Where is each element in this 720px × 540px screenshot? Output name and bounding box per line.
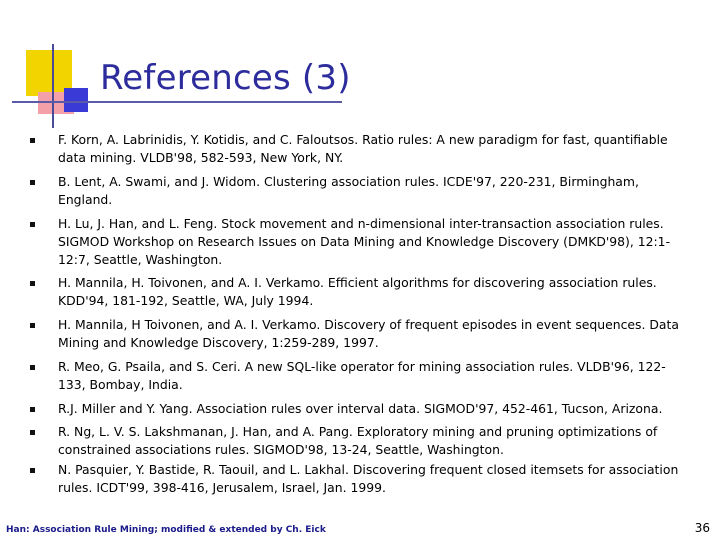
reference-item (30, 215, 690, 269)
bullet-icon (30, 430, 35, 435)
reference-item (30, 131, 690, 167)
decorative-blue-square (64, 88, 88, 112)
reference-item (30, 461, 690, 497)
reference-list (30, 131, 690, 497)
reference-item (30, 423, 690, 459)
bullet-icon (30, 407, 35, 412)
reference-text: H. Mannila, H Toivonen, and A. I. Verkamo. Discovery of frequent episodes in event sequences. Data Mining and Knowledge Discovery, 1:259-289, 1997. (58, 317, 679, 350)
bullet-icon (30, 365, 35, 370)
reference-text: R. Meo, G. Psaila, and S. Ceri. A new SQL-like operator for mining association rules. VLDB'96, 122-133, Bombay, India. (58, 359, 666, 392)
slide-footer: Han: Association Rule Mining; modified & extended by Ch. Eick (6, 525, 326, 535)
bullet-icon (30, 222, 35, 227)
slide-title: References (3) (100, 58, 351, 98)
bullet-icon (30, 468, 35, 473)
bullet-icon (30, 180, 35, 185)
page-number: 36 (694, 521, 710, 535)
reference-item (30, 274, 690, 310)
reference-text: R. Ng, L. V. S. Lakshmanan, J. Han, and A. Pang. Exploratory mining and pruning optimizations of constrained associations rules. SIGMOD'98, 13-24, Seattle, Washington. (58, 424, 658, 457)
reference-text: N. Pasquier, Y. Bastide, R. Taouil, and L. Lakhal. Discovering frequent closed itemsets for association rules. ICDT'99, 398-416, Jerusalem, Israel, Jan. 1999. (58, 462, 679, 495)
decorative-vertical-line (52, 44, 54, 128)
reference-text: H. Mannila, H. Toivonen, and A. I. Verkamo. Efficient algorithms for discovering association rules. KDD'94, 181-192, Seattle, WA, July 1994. (58, 275, 657, 308)
bullet-icon (30, 138, 35, 143)
reference-item (30, 173, 690, 209)
reference-text: B. Lent, A. Swami, and J. Widom. Clustering association rules. ICDE'97, 220-231, Birmingham, England. (58, 174, 639, 207)
reference-item (30, 400, 690, 418)
reference-text: R.J. Miller and Y. Yang. Association rules over interval data. SIGMOD'97, 452-461, Tucson, Arizona. (58, 401, 663, 416)
reference-item (30, 358, 690, 394)
reference-item (30, 316, 690, 352)
reference-text: H. Lu, J. Han, and L. Feng. Stock movement and n-dimensional inter-transaction association rules. SIGMOD Workshop on Research Issues on Data Mining and Knowledge Discovery (DMKD'98), 12:1-12:7, Seattle, Washington. (58, 216, 671, 267)
reference-text: F. Korn, A. Labrinidis, Y. Kotidis, and C. Faloutsos. Ratio rules: A new paradigm for fast, quantifiable data mining. VLDB'98, 582-593, New York, NY. (58, 132, 668, 165)
decorative-horizontal-line (12, 101, 342, 103)
bullet-icon (30, 323, 35, 328)
bullet-icon (30, 281, 35, 286)
